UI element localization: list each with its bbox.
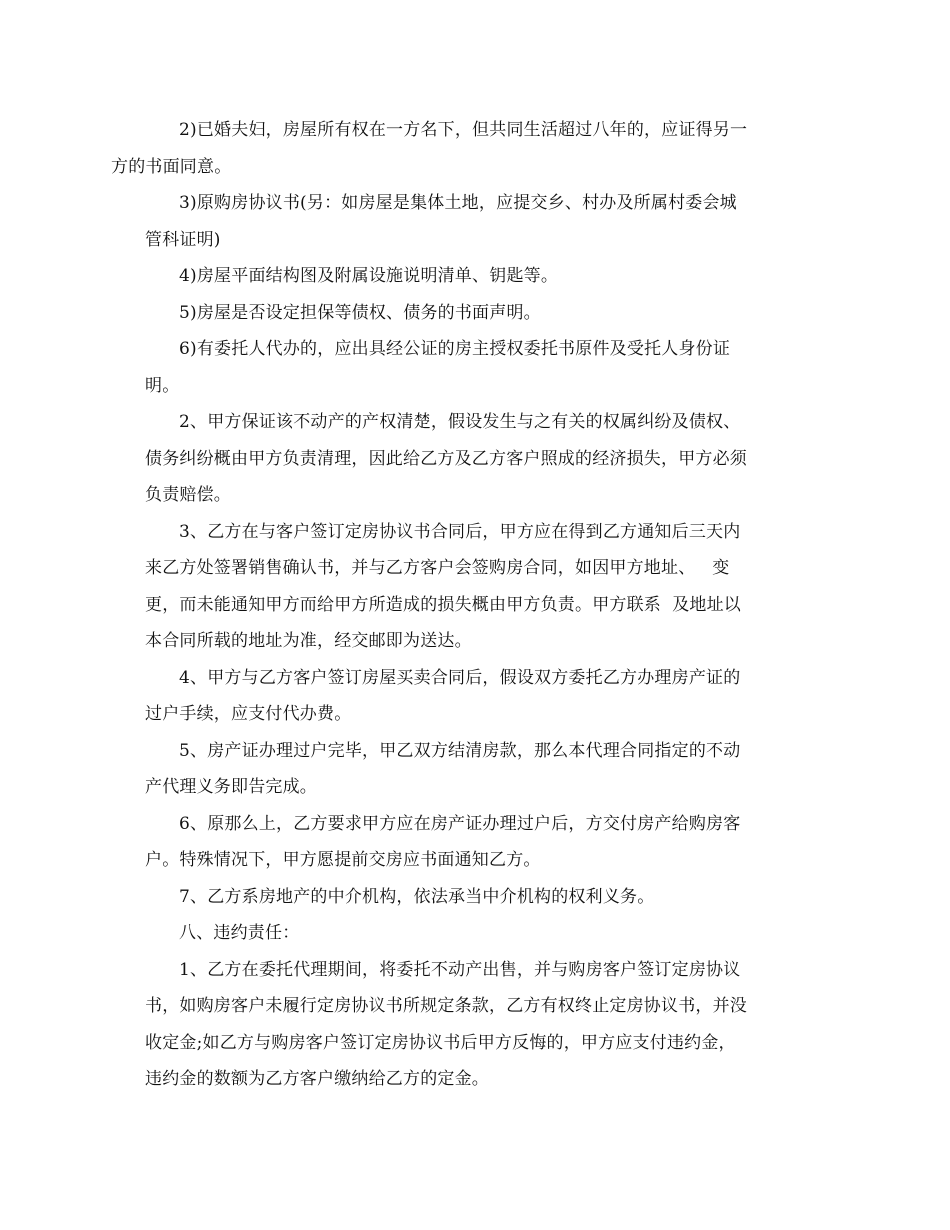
text-line: 4、甲方与乙方客户签订房屋买卖合同后，假设双方委托乙方办理房产证的 <box>179 667 741 688</box>
text-line: 过户手续，应支付代办费。 <box>145 704 352 724</box>
paragraph <box>145 660 795 733</box>
text-line: 方的书面同意。 <box>111 156 232 177</box>
text-line: 5、房产证办理过户完毕，甲乙双方结清房款，那么本代理合同指定的不动 <box>179 740 741 761</box>
text-line: 管科证明) <box>145 229 221 250</box>
paragraph <box>145 295 795 332</box>
text-line: 7、乙方系房地产的中介机构，依法承当中介机构的权利义务。 <box>179 886 655 907</box>
text-line: 1、乙方在委托代理期间，将委托不动产出售，并与购房客户签订定房协议 <box>179 959 741 980</box>
text-line: 4)房屋平面结构图及附属设施说明清单、钥匙等。 <box>179 266 559 286</box>
section-heading <box>145 915 795 952</box>
paragraph <box>145 331 795 404</box>
paragraph <box>145 185 795 258</box>
text-line: 负责赔偿。 <box>145 485 231 505</box>
paragraph <box>145 806 795 879</box>
text-line: 产代理义务即告完成。 <box>145 777 317 797</box>
text-line: 来乙方处签署销售确认书，并与乙方客户会签购房合同，如因甲方地址、 变 <box>145 558 730 578</box>
text-line: 2)已婚夫妇，房屋所有权在一方名下，但共同生活超过八年的，应证得另一 <box>179 120 748 140</box>
text-line: 书，如购房客户未履行定房协议书所规定条款，乙方有权终止定房协议书，并没 <box>145 996 747 1016</box>
text-line: 2、甲方保证该不动产的产权清楚，假设发生与之有关的权属纠纷及债权、 <box>179 412 741 432</box>
paragraph <box>145 514 795 660</box>
text-line: 本合同所载的地址为准，经交邮即为送达。 <box>145 631 472 651</box>
document-body <box>111 112 795 1098</box>
text-line: 6、原那么上，乙方要求甲方应在房产证办理过户后，方交付房产给购房客 <box>179 813 741 834</box>
paragraph <box>145 258 795 295</box>
paragraph <box>145 879 795 916</box>
text-line: 6)有委托人代办的，应出具经公证的房主授权委托书原件及受托人身份证 <box>179 339 731 359</box>
text-line: 3、乙方在与客户签订定房协议书合同后，甲方应在得到乙方通知后三天内 <box>179 521 741 542</box>
text-line: 更，而未能通知甲方而给甲方所造成的损失概由甲方负责。甲方联系 及地址以 <box>145 594 742 615</box>
paragraph <box>145 404 795 514</box>
paragraph <box>145 733 795 806</box>
text-line: 户。特殊情况下，甲方愿提前交房应书面通知乙方。 <box>145 850 541 870</box>
text-line: 收定金;如乙方与购房客户签订定房协议书后甲方反悔的，甲方应支付违约金， <box>145 1032 736 1053</box>
text-line: 八、违约责任： <box>179 923 300 943</box>
text-line: 3)原购房协议书(另：如房屋是集体土地，应提交乡、村办及所属村委会城 <box>179 193 737 213</box>
text-line: 明。 <box>145 375 180 396</box>
paragraph <box>111 112 795 185</box>
text-line: 债务纠纷概由甲方负责清理，因此给乙方及乙方客户照成的经济损失，甲方必须 <box>145 448 747 469</box>
text-line: 违约金的数额为乙方客户缴纳给乙方的定金。 <box>145 1069 489 1089</box>
paragraph <box>145 952 795 1098</box>
text-line: 5)房屋是否设定担保等债权、债务的书面声明。 <box>179 302 541 323</box>
